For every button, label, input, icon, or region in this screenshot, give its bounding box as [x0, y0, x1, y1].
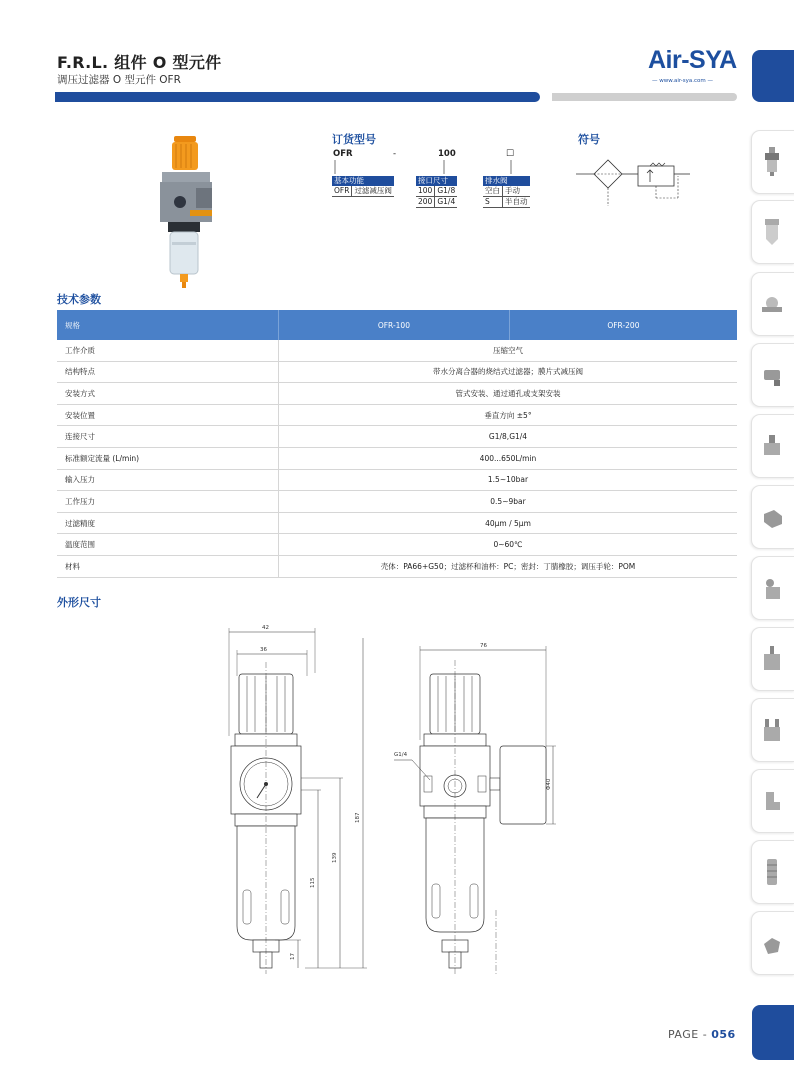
side-tab-frl[interactable]: [751, 130, 794, 194]
side-tab-accessory[interactable]: [751, 911, 794, 975]
page-label: PAGE -: [668, 1028, 708, 1041]
spec-label: 工作介质: [57, 340, 279, 361]
page-number: [668, 1028, 736, 1041]
brand-logo: Air-SYA: [648, 46, 737, 74]
product-photo: [150, 130, 240, 290]
brand-url: — www.air-sya.com —: [652, 78, 714, 84]
spec-value: 垂直方向 ±5°: [279, 404, 738, 426]
manifold-icon: [762, 644, 782, 674]
dim-187: 187: [355, 812, 361, 823]
spec-label: 安装位置: [57, 404, 279, 426]
spec-label: 输入压力: [57, 469, 279, 491]
spec-value: 0.5~9bar: [279, 491, 738, 513]
spec-value: 带水分离合器的烧结式过滤器；膜片式减压阀: [279, 361, 738, 383]
port-header: 接口尺寸: [416, 176, 457, 186]
spec-value: 40μm / 5μm: [279, 512, 738, 534]
page-title: F.R.L. 组件 O 型元件: [57, 53, 222, 72]
spec-label: 安装方式: [57, 383, 279, 405]
side-tab-top[interactable]: [752, 50, 794, 102]
table-row: [57, 426, 737, 448]
side-tab-bottom[interactable]: [752, 1005, 794, 1060]
order-code-box: □: [506, 148, 515, 158]
port-table: [416, 176, 457, 208]
cylinder-icon: [762, 573, 782, 603]
drain-desc-2: 半自动: [503, 197, 530, 208]
function-table: [332, 176, 394, 197]
spec-label: 工作压力: [57, 491, 279, 513]
dim-139: 139: [332, 852, 338, 863]
order-code-dash: -: [393, 149, 397, 159]
side-tab-elbow[interactable]: [751, 769, 794, 833]
spec-col-label: 规格: [57, 310, 279, 340]
spec-value: 400...650L/min: [279, 447, 738, 469]
dim-115: 115: [310, 877, 316, 888]
spec-label: 过滤精度: [57, 512, 279, 534]
side-view-drawing: [390, 640, 560, 976]
spec-col-ofr200: OFR-200: [509, 310, 737, 340]
specs-heading: 技术参数: [57, 293, 101, 306]
order-code-size: 100: [438, 149, 456, 159]
spec-label: 结构特点: [57, 361, 279, 383]
block-icon: [762, 502, 782, 532]
pneumatic-symbol: [574, 148, 694, 210]
fitting-icon: [762, 360, 782, 390]
page-subtitle: 调压过滤器 O 型元件 OFR: [57, 74, 181, 86]
side-tab-fitting[interactable]: [751, 343, 794, 407]
drain-code-2: S: [483, 197, 503, 208]
function-header: 基本功能: [332, 176, 394, 186]
elbow-fitting-icon: [762, 786, 782, 816]
spec-value: 压缩空气: [279, 340, 738, 361]
gripper-icon: [762, 715, 782, 745]
spec-value: 管式安装、通过通孔或支架安装: [279, 383, 738, 405]
specs-table: [57, 310, 737, 578]
side-tab-block[interactable]: [751, 485, 794, 549]
page-number-value: 056: [711, 1028, 736, 1041]
port-code-2: 200: [416, 197, 435, 208]
drain-code-1: 空白: [483, 186, 503, 197]
filter-bowl-icon: [762, 217, 782, 247]
table-row: [57, 512, 737, 534]
table-row: [57, 404, 737, 426]
spec-label: 连接尺寸: [57, 426, 279, 448]
drain-desc-1: 手动: [503, 186, 530, 197]
solenoid-icon: [762, 431, 782, 461]
side-tab-filter[interactable]: [751, 200, 794, 264]
table-row: [57, 555, 737, 577]
side-tab-solenoid[interactable]: [751, 414, 794, 478]
order-heading: 订货型号: [332, 133, 376, 146]
port-code-1: 100: [416, 186, 435, 197]
dim-phi40: Φ40: [546, 778, 552, 790]
side-tab-valve[interactable]: [751, 272, 794, 336]
table-row: [57, 340, 737, 361]
function-desc: 过滤减压阀: [352, 186, 394, 197]
side-tab-cylinder[interactable]: [751, 556, 794, 620]
symbol-heading: 符号: [578, 133, 600, 146]
dimensions-heading: 外形尺寸: [57, 596, 101, 609]
port-size-2: G1/4: [435, 197, 457, 208]
spec-value: 壳体：PA66+G50；过滤杯和油杯：PC；密封：丁腈橡胶；调压手轮：POM: [279, 555, 738, 577]
header-bar-blue: [55, 92, 540, 102]
dim-port-g14: G1/4: [394, 752, 408, 758]
spec-value: G1/8,G1/4: [279, 426, 738, 448]
table-row: [57, 361, 737, 383]
drain-table: [483, 176, 530, 208]
order-code-model: OFR: [333, 149, 353, 159]
valve-icon: [762, 289, 782, 319]
dim-76: 76: [480, 643, 487, 649]
spec-label: 温度范围: [57, 534, 279, 556]
side-tab-manifold[interactable]: [751, 627, 794, 691]
table-row: [57, 491, 737, 513]
side-tab-silencer[interactable]: [751, 840, 794, 904]
table-row: [57, 447, 737, 469]
spec-value: 1.5~10bar: [279, 469, 738, 491]
function-code: OFR: [332, 186, 352, 197]
dim-42: 42: [262, 625, 269, 631]
spec-label: 标准额定流量 (L/min): [57, 447, 279, 469]
dim-36: 36: [260, 647, 267, 653]
spec-label: 材料: [57, 555, 279, 577]
spec-value: 0~60℃: [279, 534, 738, 556]
table-row: [57, 469, 737, 491]
header-bar-gray: [552, 93, 737, 101]
silencer-icon: [762, 857, 782, 887]
table-row: [57, 383, 737, 405]
table-row: [57, 534, 737, 556]
order-connector-lines: [330, 158, 530, 176]
drain-header: 排水阀: [483, 176, 530, 186]
front-view-drawing: [215, 618, 375, 976]
spec-col-ofr100: OFR-100: [279, 310, 510, 340]
dim-17: 17: [290, 953, 296, 960]
side-tab-gripper[interactable]: [751, 698, 794, 762]
frl-unit-icon: [762, 147, 782, 177]
port-size-1: G1/8: [435, 186, 457, 197]
accessory-icon: [762, 928, 782, 958]
